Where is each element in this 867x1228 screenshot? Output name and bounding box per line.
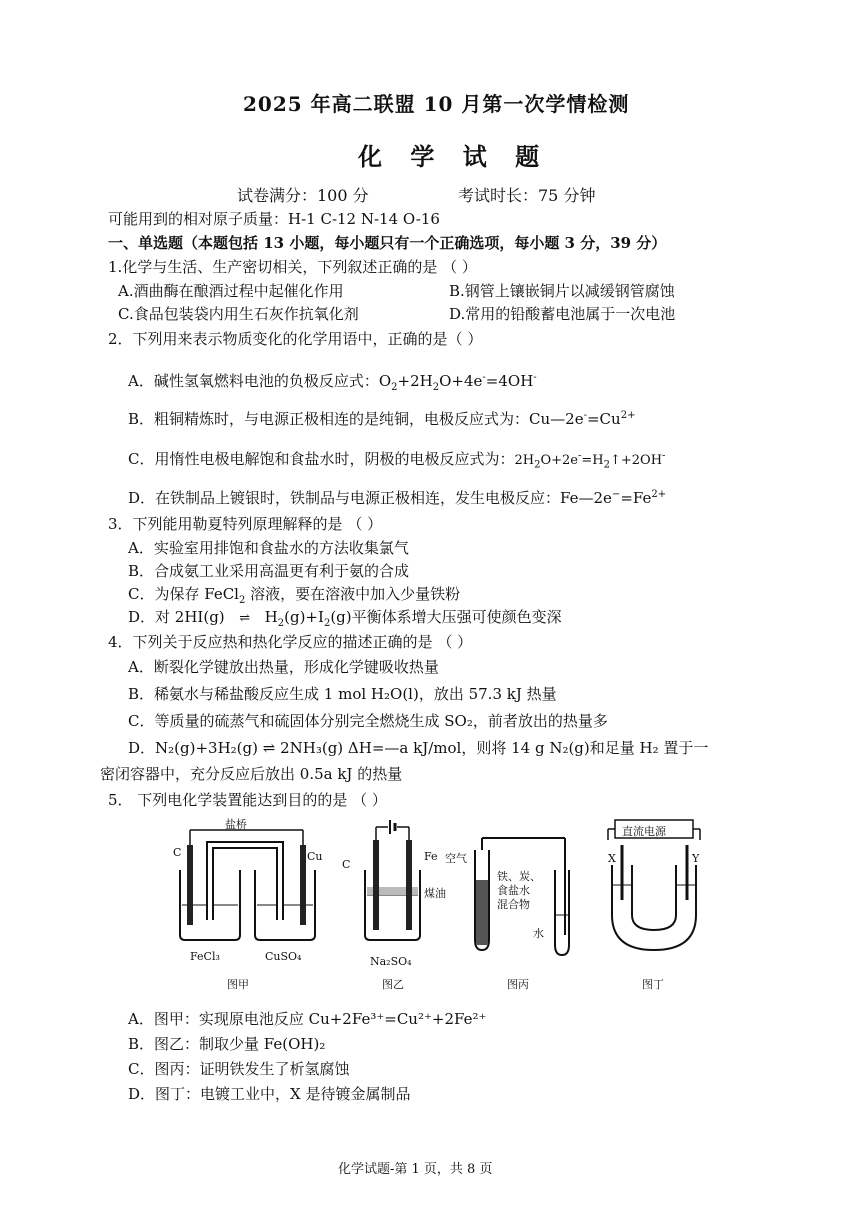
yi-iron-label: Fe bbox=[424, 850, 438, 863]
q2-option-b: B．粗铜精炼时，与电源正极相连的是纯铜，电极反应式为：$Cu—2e^-=Cu^{2+}$ bbox=[128, 410, 636, 428]
copper-electrode-label: Cu bbox=[307, 850, 323, 863]
x-electrode-label: X bbox=[608, 852, 616, 865]
q4-option-b: B．稀氨水与稀盐酸反应生成 1 mol H₂O(l)，放出 57.3 kJ 热量 bbox=[128, 685, 557, 703]
atomic-masses: 可能用到的相对原子质量：H-1 C-12 N-14 O-16 bbox=[108, 210, 440, 228]
q2-d-equation: $Fe—2e^-=Fe^{2+}$ bbox=[560, 489, 667, 507]
figure-bing bbox=[445, 810, 585, 991]
duration: 考试时长：75 分钟 bbox=[458, 186, 596, 205]
q2-option-a: A．碱性氢氧燃料电池的负极反应式：$O_2+2H_2O+4e^-=4OH^-$ bbox=[128, 372, 537, 393]
figure-yi bbox=[340, 815, 450, 990]
mixture-label-1: 铁、炭、 bbox=[497, 870, 541, 883]
q3-option-b: B．合成氨工业采用高温更有利于氨的合成 bbox=[128, 562, 410, 580]
equilibrium-arrow-icon: ⇌ bbox=[239, 611, 251, 626]
section-heading: 一、单选题（本题包括 13 小题，每小题只有一个正确选项，每小题 3 分，39 分） bbox=[108, 234, 667, 252]
y-electrode-label: Y bbox=[692, 852, 700, 865]
salt-bridge-label: 盐桥 bbox=[225, 818, 247, 831]
q2-option-d: D．在铁制品上镀银时，铁制品与电源正极相连，发生电极反应：$Fe—2e^-=Fe^{2+}$ bbox=[128, 489, 667, 507]
q2-a-equation: $O_2+2H_2O+4e^-=4OH^-$ bbox=[378, 372, 537, 393]
full-score: 试卷满分：100 分 bbox=[237, 186, 369, 205]
q4-option-d-line1: D．N₂(g)+3H₂(g) ⇌ 2NH₃(g) ΔH=—a kJ/mol，则将 14 g N₂(g)和足量 H₂ 置于一 bbox=[128, 739, 709, 757]
u-tube-electrolysis-diagram bbox=[600, 815, 710, 990]
q3-option-c: C．为保存 FeCl$_2$ 溶液，要在溶液中加入少量铁粉 bbox=[128, 585, 461, 606]
mixture-label-2: 食盐水 bbox=[497, 884, 530, 897]
carbon-electrode-label: C bbox=[173, 846, 182, 859]
q1-option-c: C.食品包装袋内用生石灰作抗氧化剂 bbox=[118, 305, 359, 323]
q5-option-a: A．图甲：实现原电池反应 Cu+2Fe³⁺=Cu²⁺+2Fe²⁺ bbox=[128, 1010, 487, 1028]
figure-jia bbox=[165, 810, 335, 990]
q5-option-c: C．图丙：证明铁发生了析氢腐蚀 bbox=[128, 1060, 350, 1078]
q5-stem: 5． 下列电化学装置能达到目的的是 （ ） bbox=[108, 791, 387, 809]
caption-yi: 图乙 bbox=[382, 978, 404, 991]
mixture-label-3: 混合物 bbox=[497, 898, 530, 911]
caption-jia: 图甲 bbox=[227, 978, 249, 991]
galvanic-cell-diagram bbox=[165, 810, 335, 990]
fecl3-label: FeCl₃ bbox=[190, 950, 220, 963]
q4-stem: 4．下列关于反应热和热化学反应的描述正确的是 （ ） bbox=[108, 633, 473, 651]
q2-b-equation: $Cu—2e^-=Cu^{2+}$ bbox=[529, 410, 636, 428]
q3-option-a: A．实验室用排饱和食盐水的方法收集氯气 bbox=[128, 539, 409, 557]
caption-ding: 图丁 bbox=[642, 978, 664, 991]
dc-power-label: 直流电源 bbox=[622, 825, 666, 838]
exam-title: 2025 年高二联盟 10 月第一次学情检测 bbox=[243, 92, 630, 116]
q1-option-b: B.钢管上镶嵌铜片以减缓钢管腐蚀 bbox=[449, 282, 675, 300]
q1-stem: 1.化学与生活、生产密切相关，下列叙述正确的是 （ ） bbox=[108, 258, 477, 276]
water-label: 水 bbox=[533, 927, 544, 940]
caption-bing: 图丙 bbox=[507, 978, 529, 991]
q4-option-d-line2: 密闭容器中，充分反应后放出 0.5a kJ 的热量 bbox=[100, 765, 403, 783]
q5-option-d: D．图丁：电镀工业中，X 是待镀金属制品 bbox=[128, 1085, 411, 1103]
cuso4-label: CuSO₄ bbox=[265, 950, 302, 963]
yi-carbon-label: C bbox=[342, 858, 351, 871]
air-label: 空气 bbox=[445, 852, 467, 865]
q1-option-d: D.常用的铅酸蓄电池属于一次电池 bbox=[449, 305, 676, 323]
q2-stem: 2．下列用来表示物质变化的化学用语中，正确的是（ ） bbox=[108, 330, 483, 348]
q1-option-a: A.酒曲酶在酿酒过程中起催化作用 bbox=[118, 282, 344, 300]
q4-option-c: C．等质量的硫蒸气和硫固体分别完全燃烧生成 SO₂，前者放出的热量多 bbox=[128, 712, 608, 730]
q4-option-a: A．断裂化学键放出热量，形成化学键吸收热量 bbox=[128, 658, 439, 676]
kerosene-label: 煤油 bbox=[424, 887, 446, 900]
figure-ding bbox=[600, 815, 710, 990]
na2so4-label: Na₂SO₄ bbox=[370, 955, 412, 968]
page-footer: 化学试题-第 1 页，共 8 页 bbox=[338, 1162, 493, 1177]
q3-stem: 3．下列能用勒夏特列原理解释的是 （ ） bbox=[108, 515, 383, 533]
q3-option-d: D．对 2HI(g) ⇌ $H_2(g)+I_2(g)$平衡体系增大压强可使颜色变深 bbox=[128, 608, 562, 629]
subject-title: 化 学 试 题 bbox=[358, 142, 550, 171]
q2-option-c: C．用惰性电极电解饱和食盐水时，阴极的电极反应式为：$2H_2O+2e^-=H_2↑+2OH^-$ bbox=[128, 450, 666, 471]
q5-option-b: B．图乙：制取少量 Fe(OH)₂ bbox=[128, 1035, 326, 1053]
q2-c-equation: $2H_2O+2e^-=H_2↑+2OH^-$ bbox=[514, 450, 666, 471]
